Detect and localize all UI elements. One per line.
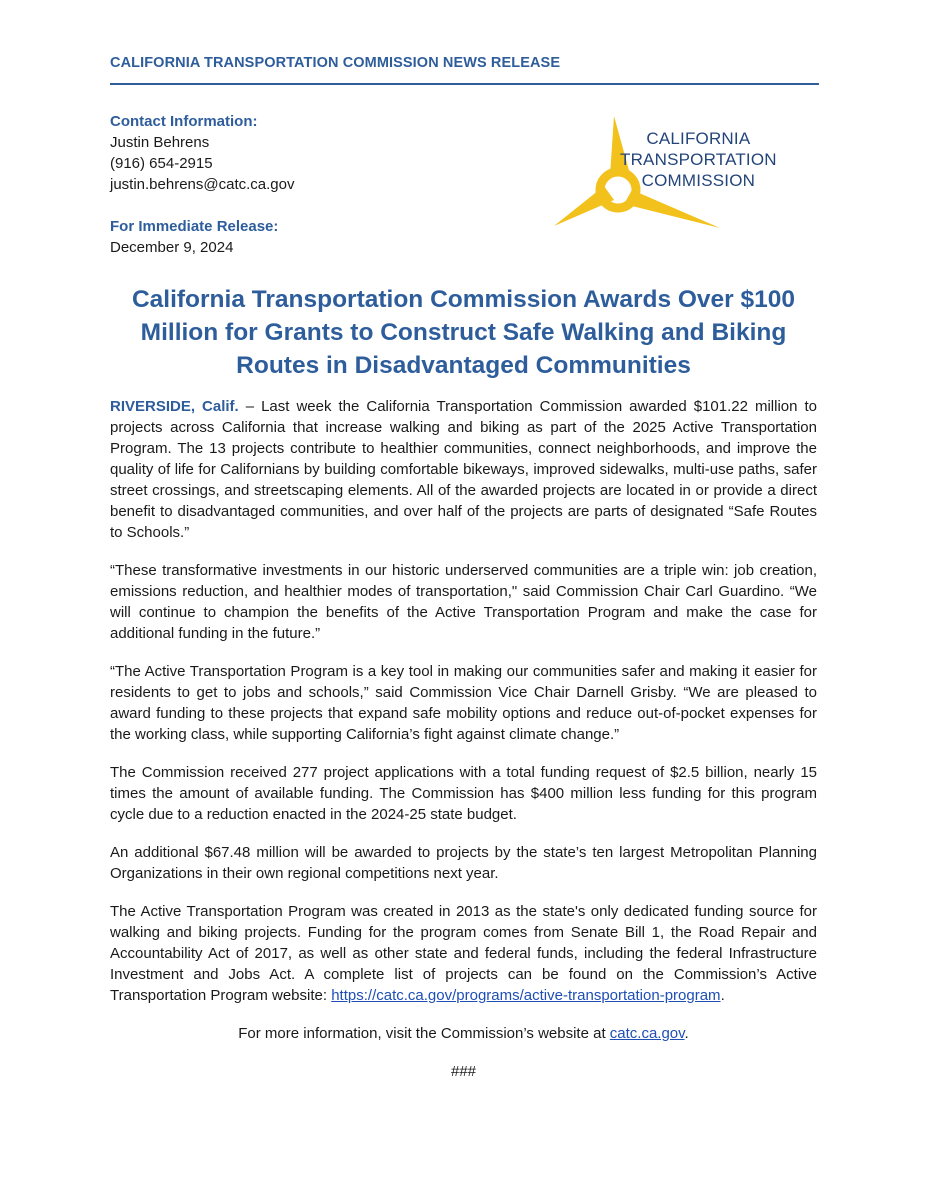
contact-name: Justin Behrens	[110, 134, 210, 151]
dateline: RIVERSIDE, Calif.	[110, 398, 239, 415]
ctc-website-link[interactable]: catc.ca.gov	[609, 1025, 685, 1042]
paragraph-6-text: The Active Transportation Program was created in 2013 as the state's only dedicated funding source for walking and biking projects. Funding for the program comes from Senate Bill 1, the Road Repair and Accountability Act of 2017, as well as other state and federal funds, including the federal Infrastructure Investment and Jobs Act. A complete list of projects can be found on the Commission’s Active Transportation Program website:	[110, 903, 817, 1004]
release-label: For Immediate Release:	[110, 218, 279, 235]
header-divider	[110, 83, 819, 85]
paragraph-4: The Commission received 277 project applications with a total funding request of $2.5 billion, nearly 15 times the amount of available funding. The Commission has $400 million less funding for this program cycle due to a reduction enacted in the 2024-25 state budget.	[110, 764, 817, 823]
more-info-end: .	[684, 1025, 689, 1042]
logo-line-1: CALIFORNIA	[646, 129, 751, 148]
contact-email: justin.behrens@catc.ca.gov	[110, 176, 295, 193]
headline-line-1: California Transportation Commission Awards Over $100	[131, 286, 796, 313]
headline	[110, 283, 817, 382]
end-mark: ###	[450, 1063, 477, 1080]
contact-label: Contact Information:	[110, 113, 258, 130]
release-block	[110, 216, 278, 258]
headline-line-2: Million for Grants to Construct Safe Walking and Biking	[140, 319, 787, 346]
contact-phone: (916) 654-2915	[110, 155, 213, 172]
paragraph-6-end: .	[720, 987, 725, 1004]
paragraph-1-text: – Last week the California Transportation Commission awarded $101.22 million to projects across California that increase walking and biking as part of the 2025 Active Transportation Program. The 13 projects contribute to healthier communities, connect neighborhoods, and improve the quality of life for Californians by building comfortable bikeways, improved sidewalks, multi-use paths, safer street crossings, and streetscaping elements. All of the awarded projects are located in or provide a direct benefit to disadvantaged communities, and over half of the projects are parts of designated “Safe Routes to Schools.”	[110, 398, 818, 541]
paragraph-2: “These transformative investments in our historic underserved communities are a triple win: job creation, emissions reduction, and healthier modes of transportation," said Commission Chair Carl Guardino. “We will continue to champion the benefits of the Active Transportation Program and make the case for additional funding in the future.”	[110, 562, 817, 642]
more-info-line	[110, 1023, 817, 1044]
logo-line-3: COMMISSION	[641, 171, 756, 190]
logo-wordmark	[620, 128, 777, 191]
contact-block	[110, 111, 295, 195]
paragraph-1	[110, 396, 817, 543]
release-body	[110, 396, 817, 1099]
paragraph-6	[110, 901, 817, 1006]
headline-line-3: Routes in Disadvantaged Communities	[236, 352, 691, 379]
atp-website-link[interactable]: https://catc.ca.gov/programs/active-transportation-program	[331, 987, 721, 1004]
more-info-text: For more information, visit the Commission’s website at	[238, 1025, 610, 1042]
paragraph-5: An additional $67.48 million will be awarded to projects by the state’s ten largest Metropolitan Planning Organizations in their own regional competitions next year.	[110, 844, 817, 882]
release-date: December 9, 2024	[110, 239, 234, 256]
logo-line-2: TRANSPORTATION	[620, 150, 777, 169]
release-header: CALIFORNIA TRANSPORTATION COMMISSION NEWS RELEASE	[110, 55, 561, 71]
paragraph-3: “The Active Transportation Program is a key tool in making our communities safer and making it easier for residents to get to jobs and schools,” said Commission Vice Chair Darnell Grisby. “We are pleased to award funding to these projects that expand safe mobility options and reduce out-of-pocket expenses for the working class, while supporting California’s fight against climate change.”	[110, 663, 817, 743]
